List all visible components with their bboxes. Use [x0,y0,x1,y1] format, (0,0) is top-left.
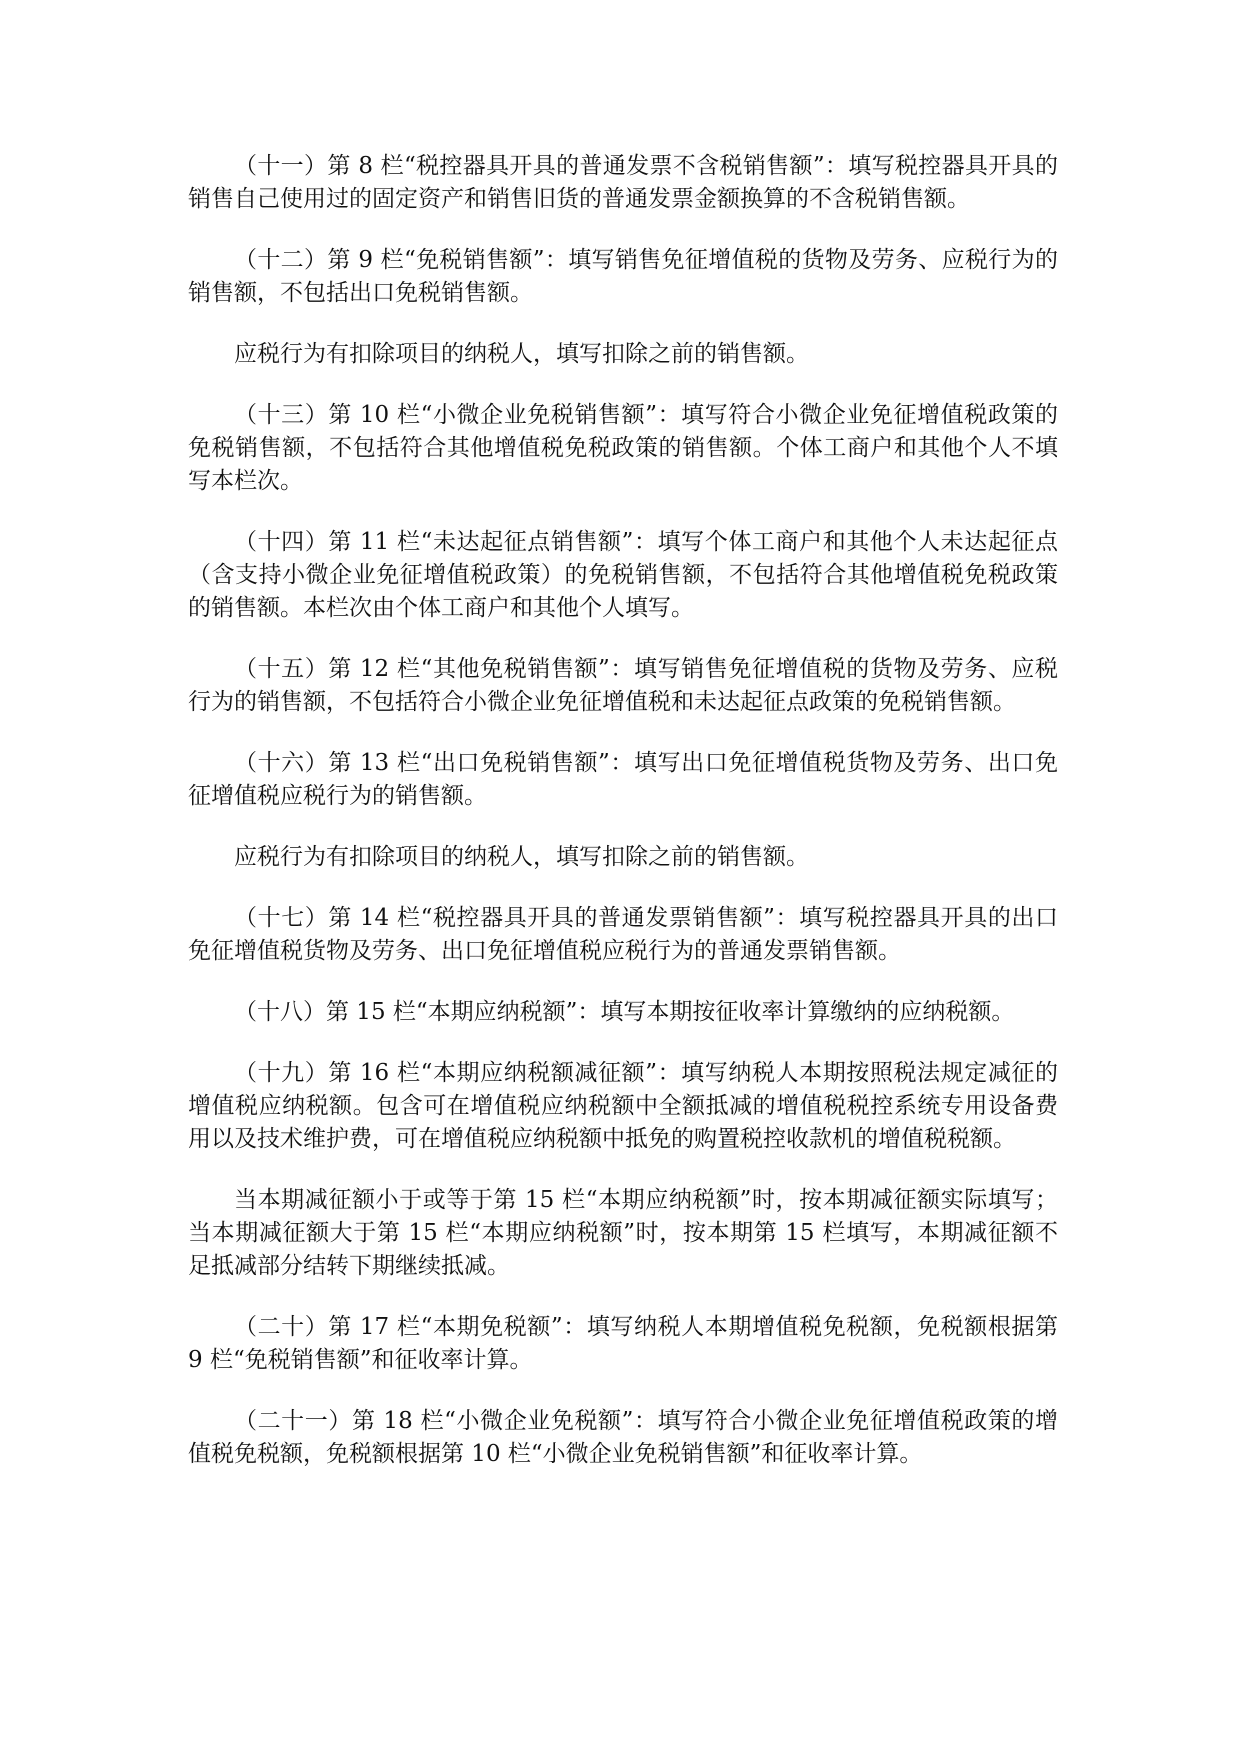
paragraph-18: （十八）第 15 栏“本期应纳税额”：填写本期按征收率计算缴纳的应纳税额。 [234,999,1015,1025]
document-body [188,150,1058,1499]
paragraph-16-note: 应税行为有扣除项目的纳税人，填写扣除之前的销售额。 [234,844,809,870]
paragraph-16: （十六）第 13 栏“出口免税销售额”：填写出口免征增值税货物及劳务、出口免征增值税应税行为的销售额。 [188,750,1058,809]
paragraph-13: （十三）第 10 栏“小微企业免税销售额”：填写符合小微企业免征增值税政策的免税销售额，不包括符合其他增值税免税政策的销售额。个体工商户和其他个人不填写本栏次。 [188,402,1058,494]
paragraph-17: （十七）第 14 栏“税控器具开具的普通发票销售额”：填写税控器具开具的出口免征增值税货物及劳务、出口免征增值税应税行为的普通发票销售额。 [188,905,1058,964]
paragraph-20: （二十）第 17 栏“本期免税额”：填写纳税人本期增值税免税额，免税额根据第 9 栏“免税销售额”和征收率计算。 [188,1314,1058,1373]
paragraph-14: （十四）第 11 栏“未达起征点销售额”：填写个体工商户和其他个人未达起征点（含支持小微企业免征增值税政策）的免税销售额，不包括符合其他增值税免税政策的销售额。本栏次由个体工商户和其他个人填写。 [188,529,1058,621]
paragraph-19: （十九）第 16 栏“本期应纳税额减征额”：填写纳税人本期按照税法规定减征的增值税应纳税额。包含可在增值税应纳税额中全额抵减的增值税税控系统专用设备费用以及技术维护费，可在增值税应纳税额中抵免的购置税控收款机的增值税税额。 [188,1060,1058,1152]
paragraph-11: （十一）第 8 栏“税控器具开具的普通发票不含税销售额”：填写税控器具开具的销售自己使用过的固定资产和销售旧货的普通发票金额换算的不含税销售额。 [188,153,1058,212]
paragraph-12-note: 应税行为有扣除项目的纳税人，填写扣除之前的销售额。 [234,341,809,367]
paragraph-15: （十五）第 12 栏“其他免税销售额”：填写销售免征增值税的货物及劳务、应税行为的销售额，不包括符合小微企业免征增值税和未达起征点政策的免税销售额。 [188,656,1058,715]
paragraph-21: （二十一）第 18 栏“小微企业免税额”：填写符合小微企业免征增值税政策的增值税免税额，免税额根据第 10 栏“小微企业免税销售额”和征收率计算。 [188,1408,1058,1467]
paragraph-12: （十二）第 9 栏“免税销售额”：填写销售免征增值税的货物及劳务、应税行为的销售额，不包括出口免税销售额。 [188,247,1058,306]
paragraph-19-note: 当本期减征额小于或等于第 15 栏“本期应纳税额”时，按本期减征额实际填写；当本期减征额大于第 15 栏“本期应纳税额”时，按本期第 15 栏填写，本期减征额不足抵减部分结转下期继续抵减。 [188,1187,1058,1279]
